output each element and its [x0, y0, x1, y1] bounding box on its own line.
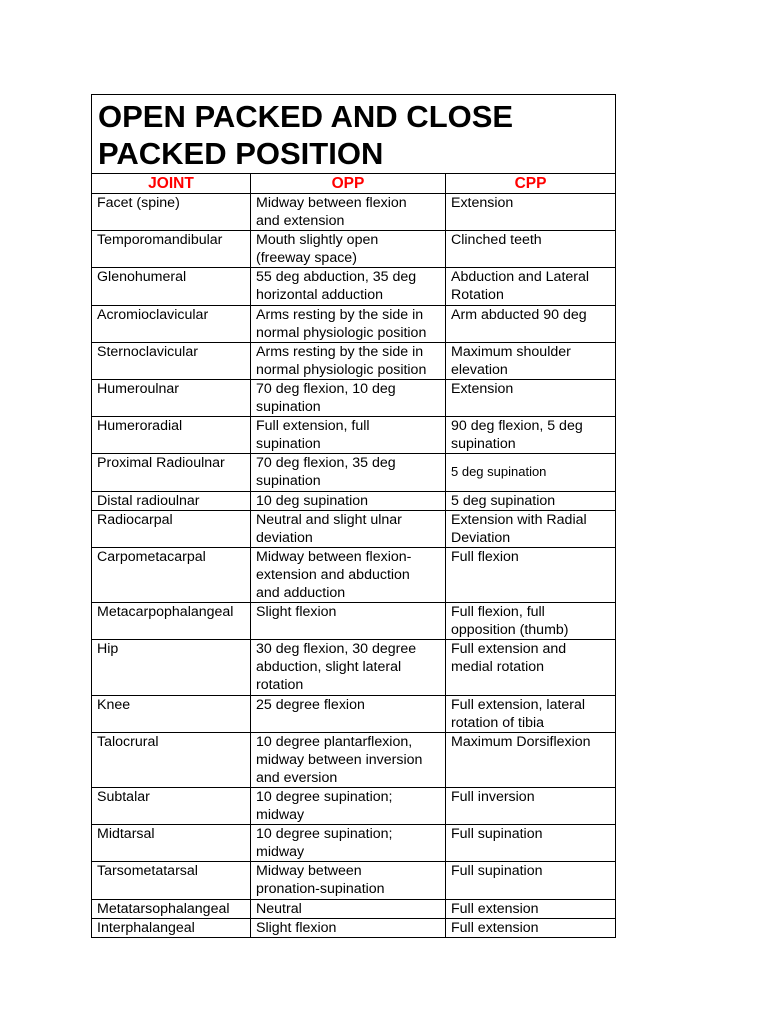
cpp-line: Full supination	[451, 826, 543, 843]
opp-cell	[251, 194, 446, 231]
table-row	[92, 491, 616, 510]
joint-cell: Radiocarpal	[92, 510, 251, 547]
cpp-line: Full supination	[451, 863, 543, 880]
cpp-line: Maximum Dorsiflexion	[451, 733, 591, 750]
cpp-cell	[446, 862, 616, 899]
opp-cell	[251, 732, 446, 787]
title-line-1: OPEN PACKED AND CLOSE	[98, 99, 514, 134]
opp-line: Full extension, full	[256, 418, 370, 435]
cpp-cell	[446, 918, 616, 937]
table-row	[92, 342, 616, 379]
joint-cell: Tarsometatarsal	[92, 862, 251, 899]
joint-cell: Sternoclavicular	[92, 342, 251, 379]
cpp-cell	[446, 695, 616, 732]
opp-cell	[251, 510, 446, 547]
joint-cell: Carpometacarpal	[92, 547, 251, 602]
cpp-line: Full inversion	[451, 789, 535, 805]
opp-cell	[251, 305, 446, 342]
opp-cell	[251, 547, 446, 602]
opp-line: Arms resting by the side in	[256, 306, 424, 323]
cpp-cell	[446, 491, 616, 510]
cpp-line: Extension	[451, 380, 514, 397]
opp-line: 70 deg flexion, 10 deg	[256, 380, 396, 397]
opp-line: deviation	[256, 529, 313, 546]
cpp-line: medial rotation	[451, 659, 545, 676]
title-row	[92, 95, 616, 174]
cpp-line: elevation	[451, 361, 508, 378]
table-row	[92, 862, 616, 899]
table-row	[92, 640, 616, 695]
opp-line: rotation	[256, 677, 304, 694]
table-row	[92, 194, 616, 231]
cpp-line: Clinched teeth	[451, 232, 542, 249]
opp-line: 10 degree supination;	[256, 789, 393, 805]
opp-cell	[251, 379, 446, 416]
cpp-line: Maximum shoulder	[451, 343, 571, 360]
cpp-line: Deviation	[451, 529, 511, 546]
joint-cell: Glenohumeral	[92, 268, 251, 305]
table-row	[92, 305, 616, 342]
joint-cell: Hip	[92, 640, 251, 695]
opp-line: abduction, slight lateral	[256, 659, 402, 676]
opp-line: 10 degree supination;	[256, 826, 393, 843]
cpp-cell	[446, 268, 616, 305]
table-row	[92, 454, 616, 491]
cpp-line: Full extension	[451, 900, 539, 917]
opp-line: (freeway space)	[256, 250, 357, 267]
opp-cell	[251, 491, 446, 510]
cpp-cell	[446, 603, 616, 640]
table-row	[92, 417, 616, 454]
opp-cell	[251, 454, 446, 491]
cpp-line: Extension	[451, 195, 514, 211]
opp-cell	[251, 342, 446, 379]
opp-line: supination	[256, 399, 321, 416]
cpp-line: Abduction and Lateral	[451, 269, 590, 286]
column-header-row	[92, 174, 616, 194]
opp-line: Neutral	[256, 900, 302, 917]
cpp-cell	[446, 510, 616, 547]
joint-cell: Midtarsal	[92, 825, 251, 862]
cpp-cell	[446, 454, 616, 491]
opp-cell	[251, 862, 446, 899]
opp-line: Slight flexion	[256, 604, 337, 621]
opp-line: supination	[256, 473, 321, 490]
joint-cell: Knee	[92, 695, 251, 732]
cpp-cell	[446, 305, 616, 342]
table-row	[92, 825, 616, 862]
table-row	[92, 379, 616, 416]
cpp-line: Full extension, lateral	[451, 696, 586, 713]
title-line-2: PACKED POSITION	[98, 136, 384, 171]
joint-cell: Facet (spine)	[92, 194, 251, 231]
opp-line: pronation-supination	[256, 881, 385, 898]
header-opp: OPP	[251, 174, 446, 194]
table-row	[92, 732, 616, 787]
opp-line: Midway between flexion	[256, 195, 407, 211]
cpp-line: opposition (thumb)	[451, 622, 569, 639]
cpp-cell	[446, 825, 616, 862]
opp-cell	[251, 640, 446, 695]
joint-cell: Subtalar	[92, 788, 251, 825]
joint-cell: Humeroradial	[92, 417, 251, 454]
table-row	[92, 268, 616, 305]
header-cpp: CPP	[446, 174, 616, 194]
cpp-line: Extension with Radial	[451, 511, 587, 528]
opp-cell	[251, 231, 446, 268]
opp-line: 10 degree plantarflexion,	[256, 733, 413, 750]
table-row	[92, 695, 616, 732]
joint-cell: Proximal Radioulnar	[92, 454, 251, 491]
cpp-cell	[446, 899, 616, 918]
table-row	[92, 899, 616, 918]
joint-positions-table	[91, 94, 616, 938]
opp-line: Arms resting by the side in	[256, 343, 424, 360]
opp-cell	[251, 918, 446, 937]
cpp-line: 5 deg supination	[451, 492, 556, 509]
joint-cell: Talocrural	[92, 732, 251, 787]
opp-line: and extension	[256, 213, 345, 230]
opp-line: Midway between	[256, 863, 362, 880]
opp-cell	[251, 268, 446, 305]
opp-line: and adduction	[256, 584, 346, 601]
table-row	[92, 231, 616, 268]
table-row	[92, 918, 616, 937]
cpp-cell	[446, 788, 616, 825]
cpp-line: Full extension and	[451, 641, 567, 658]
cpp-cell	[446, 640, 616, 695]
opp-cell	[251, 603, 446, 640]
cpp-line: Full extension	[451, 919, 539, 936]
joint-cell: Humeroulnar	[92, 379, 251, 416]
joint-cell: Interphalangeal	[92, 918, 251, 937]
cpp-line: rotation of tibia	[451, 714, 545, 731]
header-joint: JOINT	[92, 174, 251, 194]
opp-line: Midway between flexion-	[256, 548, 412, 565]
opp-line: midway	[256, 844, 305, 861]
joint-cell: Metacarpophalangeal	[92, 603, 251, 640]
table-row	[92, 510, 616, 547]
cpp-line: supination	[451, 436, 516, 453]
opp-cell	[251, 899, 446, 918]
opp-cell	[251, 788, 446, 825]
table-row	[92, 788, 616, 825]
table-row	[92, 547, 616, 602]
cpp-line: 90 deg flexion, 5 deg	[451, 418, 583, 435]
cpp-cell	[446, 342, 616, 379]
opp-line: 10 deg supination	[256, 492, 369, 509]
opp-line: extension and abduction	[256, 566, 410, 583]
cpp-line: Arm abducted 90 deg	[451, 306, 587, 323]
joint-cell: Metatarsophalangeal	[92, 899, 251, 918]
opp-line: and eversion	[256, 769, 338, 786]
opp-line: midway between inversion	[256, 751, 423, 768]
opp-line: normal physiologic position	[256, 324, 427, 341]
opp-line: midway	[256, 807, 305, 824]
opp-line: 70 deg flexion, 35 deg	[256, 455, 396, 472]
opp-cell	[251, 417, 446, 454]
opp-line: Mouth slightly open	[256, 232, 379, 249]
opp-line: Slight flexion	[256, 919, 337, 936]
opp-cell	[251, 825, 446, 862]
opp-line: 30 deg flexion, 30 degree	[256, 641, 417, 658]
table-row	[92, 603, 616, 640]
cpp-line: 5 deg supination	[451, 464, 547, 480]
joint-cell: Distal radioulnar	[92, 491, 251, 510]
cpp-cell	[446, 732, 616, 787]
opp-line: 55 deg abduction, 35 deg	[256, 269, 417, 286]
cpp-cell	[446, 231, 616, 268]
cpp-cell	[446, 194, 616, 231]
cpp-cell	[446, 547, 616, 602]
opp-line: supination	[256, 436, 321, 453]
cpp-line: Full flexion, full	[451, 604, 545, 621]
cpp-line: Full flexion	[451, 548, 519, 565]
opp-line: 25 degree flexion	[256, 696, 365, 713]
table-body	[92, 194, 616, 938]
document-title	[92, 95, 616, 174]
cpp-line: Rotation	[451, 287, 504, 304]
joint-cell: Temporomandibular	[92, 231, 251, 268]
cpp-cell	[446, 379, 616, 416]
opp-line: horizontal adduction	[256, 287, 383, 304]
opp-cell	[251, 695, 446, 732]
joint-cell: Acromioclavicular	[92, 305, 251, 342]
opp-line: Neutral and slight ulnar	[256, 511, 402, 528]
cpp-cell	[446, 417, 616, 454]
opp-line: normal physiologic position	[256, 361, 427, 378]
